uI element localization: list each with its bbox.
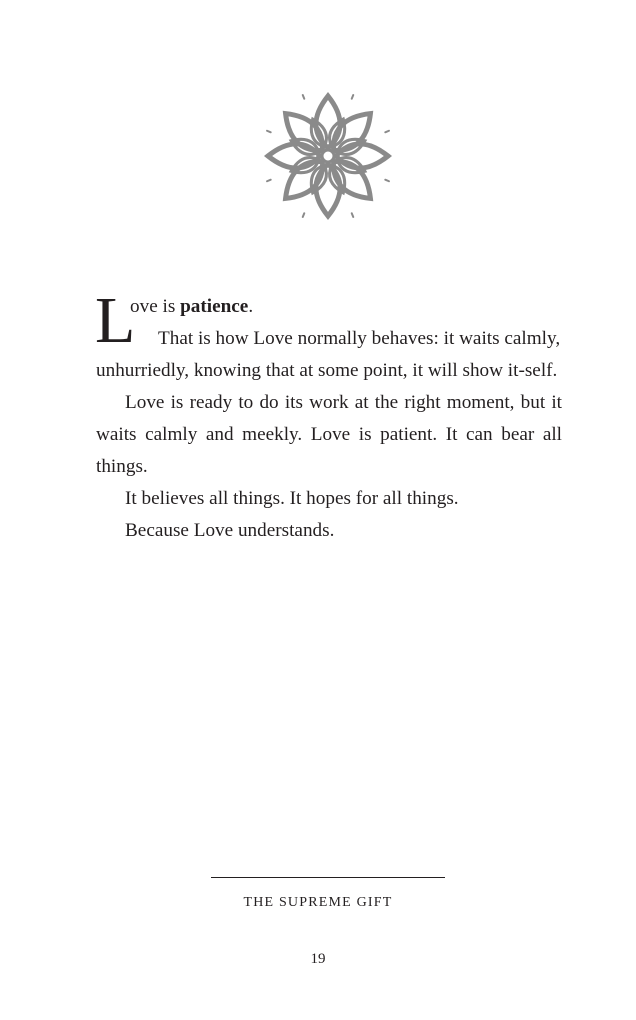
emphasis-patience: patience [180, 296, 249, 317]
body-text [95, 284, 562, 547]
paragraph-1-line-2: That is how Love normally behaves: it waits calmly, [158, 328, 561, 349]
footer-rule [211, 877, 445, 878]
page-number: 19 [310, 951, 326, 967]
opening-text: ove is [130, 296, 181, 317]
opening-line [96, 291, 562, 323]
drop-cap: L [95, 284, 136, 357]
paragraph-2: Love is ready to do its work at the right moment, but it waits calmly and meekly. Love is patient. It can bear all things. [96, 392, 562, 477]
first-paragraph [95, 284, 562, 387]
mandala-flower-icon [262, 88, 394, 224]
opening-period: . [248, 296, 254, 317]
running-title: THE SUPREME GIFT [243, 895, 393, 910]
paragraph-3: It believes all things. It hopes for all things. [125, 488, 459, 509]
paragraph-4: Because Love understands. [125, 520, 335, 541]
paragraph-1-rest: unhurriedly, knowing that at some point, it will show it-self. [96, 360, 558, 381]
